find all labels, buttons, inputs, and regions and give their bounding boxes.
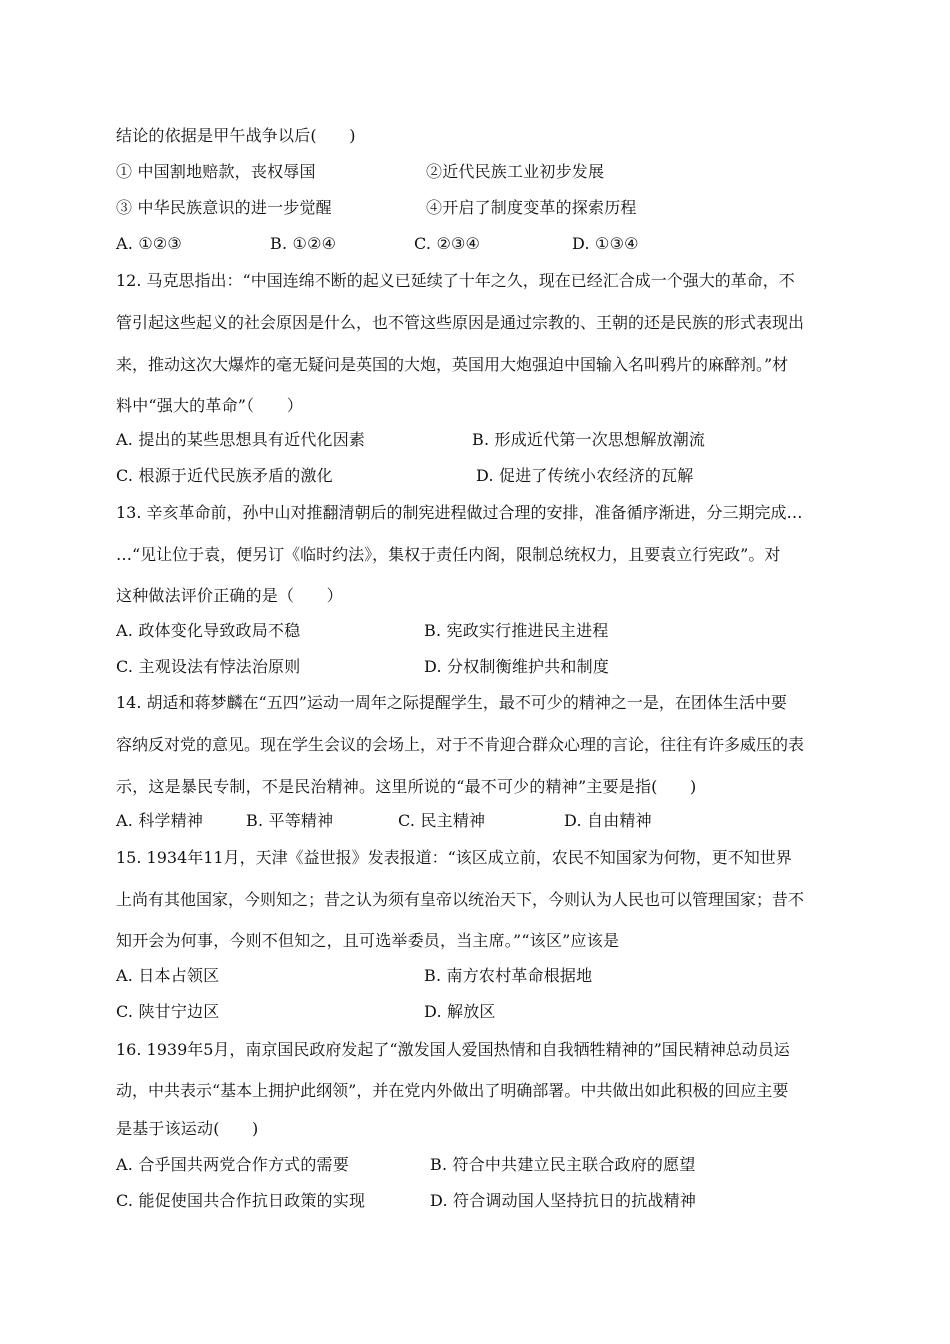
question-12-line-3: 来，推动这次大爆炸的毫无疑问是英国的大炮，英国用大炮强迫中国输入名叫鸦片的麻醉剂。”材 (116, 355, 789, 374)
option-b: B. 宪政实行推进民主进程 (424, 621, 609, 640)
option-c: C. 根源于近代民族矛盾的激化 (116, 466, 333, 485)
question-16-line-2: 动，中共表示“基本上拥护此纲领”，并在党内外做出了明确部署。中共做出如此积极的回应主要 (116, 1081, 789, 1100)
option-b: B. 平等精神 (246, 811, 334, 830)
question-14-line-3: 示，这是暴民专制，不是民治精神。这里所说的“最不可少的精神”主要是指( ) (116, 777, 697, 796)
option-a: A. 提出的某些思想具有近代化因素 (116, 430, 366, 449)
option-d: D. 自由精神 (564, 811, 652, 830)
question-15-line-3: 知开会为何事，今则不但知之，且可选举委员，当主席。”“该区”应该是 (116, 931, 620, 950)
option-a: A. 日本占领区 (116, 966, 220, 985)
question-16-line-1: 16. 1939年5月，南京国民政府发起了“激发国人爱国热情和自我牺牲精神的”国民精神总动员运 (116, 1040, 790, 1059)
option-b: B. 形成近代第一次思想解放潮流 (472, 430, 706, 449)
option-b: B. ①②④ (270, 234, 337, 253)
option-a: A. 合乎国共两党合作方式的需要 (116, 1155, 349, 1174)
question-12-line-4: 料中“强大的革命”（ ） (116, 396, 303, 415)
question-13-line-2: …“见让位于袁，便另订《临时约法》，集权于责任内阁，限制总统权力，且要袁立行宪政”。对 (116, 545, 781, 564)
option-d: D. 分权制衡维护共和制度 (424, 657, 610, 676)
question-13-line-3: 这种做法评价正确的是（ ） (116, 586, 343, 605)
statement-1: ① 中国割地赔款，丧权辱国 (116, 162, 316, 181)
option-d: D. 解放区 (424, 1002, 496, 1021)
question-13-line-1: 13. 辛亥革命前，孙中山对推翻清朝后的制宪进程做过合理的安排，准备循序渐进，分三期完成… (116, 503, 803, 522)
question-15-line-1: 15. 1934年11月，天津《益世报》发表报道：“该区成立前，农民不知国家为何物，更不知世界 (116, 848, 792, 867)
question-14-line-2: 容纳反对党的意见。现在学生会议的会场上，对于不肯迎合群众心理的言论，往往有许多威压的表 (116, 735, 805, 754)
option-b: B. 符合中共建立民主联合政府的愿望 (430, 1155, 696, 1174)
question-14-line-1: 14. 胡适和蒋梦麟在“五四”运动一周年之际提醒学生，最不可少的精神之一是，在团体生活中要 (116, 693, 787, 712)
option-c: C. ②③④ (414, 234, 481, 253)
option-c: C. 主观设法有悖法治原则 (116, 657, 301, 676)
option-b: B. 南方农村革命根据地 (424, 966, 593, 985)
question-12-line-1: 12. 马克思指出：“中国连绵不断的起义已延续了十年之久，现在已经汇合成一个强大的革命，不 (116, 271, 795, 290)
question-15-line-2: 上尚有其他国家，今则知之；昔之认为须有皇帝以统治天下，今则认为人民也可以管理国家；昔不 (116, 890, 805, 909)
option-a: A. 科学精神 (116, 811, 204, 830)
statement-4: ④开启了制度变革的探索历程 (426, 198, 637, 217)
option-d: D. 符合调动国人坚持抗日的抗战精神 (430, 1191, 697, 1210)
option-d: D. ①③④ (572, 234, 639, 253)
option-c: C. 陕甘宁边区 (116, 1002, 220, 1021)
option-d: D. 促进了传统小农经济的瓦解 (476, 466, 694, 485)
option-c: C. 民主精神 (398, 811, 486, 830)
option-c: C. 能促使国共合作抗日政策的实现 (116, 1191, 366, 1210)
statement-3: ③ 中华民族意识的进一步觉醒 (116, 198, 332, 217)
option-a: A. ①②③ (116, 234, 182, 253)
question-16-line-3: 是基于该运动( ) (116, 1119, 259, 1138)
question-11-stem-tail: 结论的依据是甲午战争以后( ) (116, 126, 356, 145)
question-12-line-2: 管引起这些起义的社会原因是什么，也不管这些原因是通过宗教的、王朝的还是民族的形式表现出 (116, 313, 805, 332)
statement-2: ②近代民族工业初步发展 (426, 162, 605, 181)
option-a: A. 政体变化导致政局不稳 (116, 621, 301, 640)
